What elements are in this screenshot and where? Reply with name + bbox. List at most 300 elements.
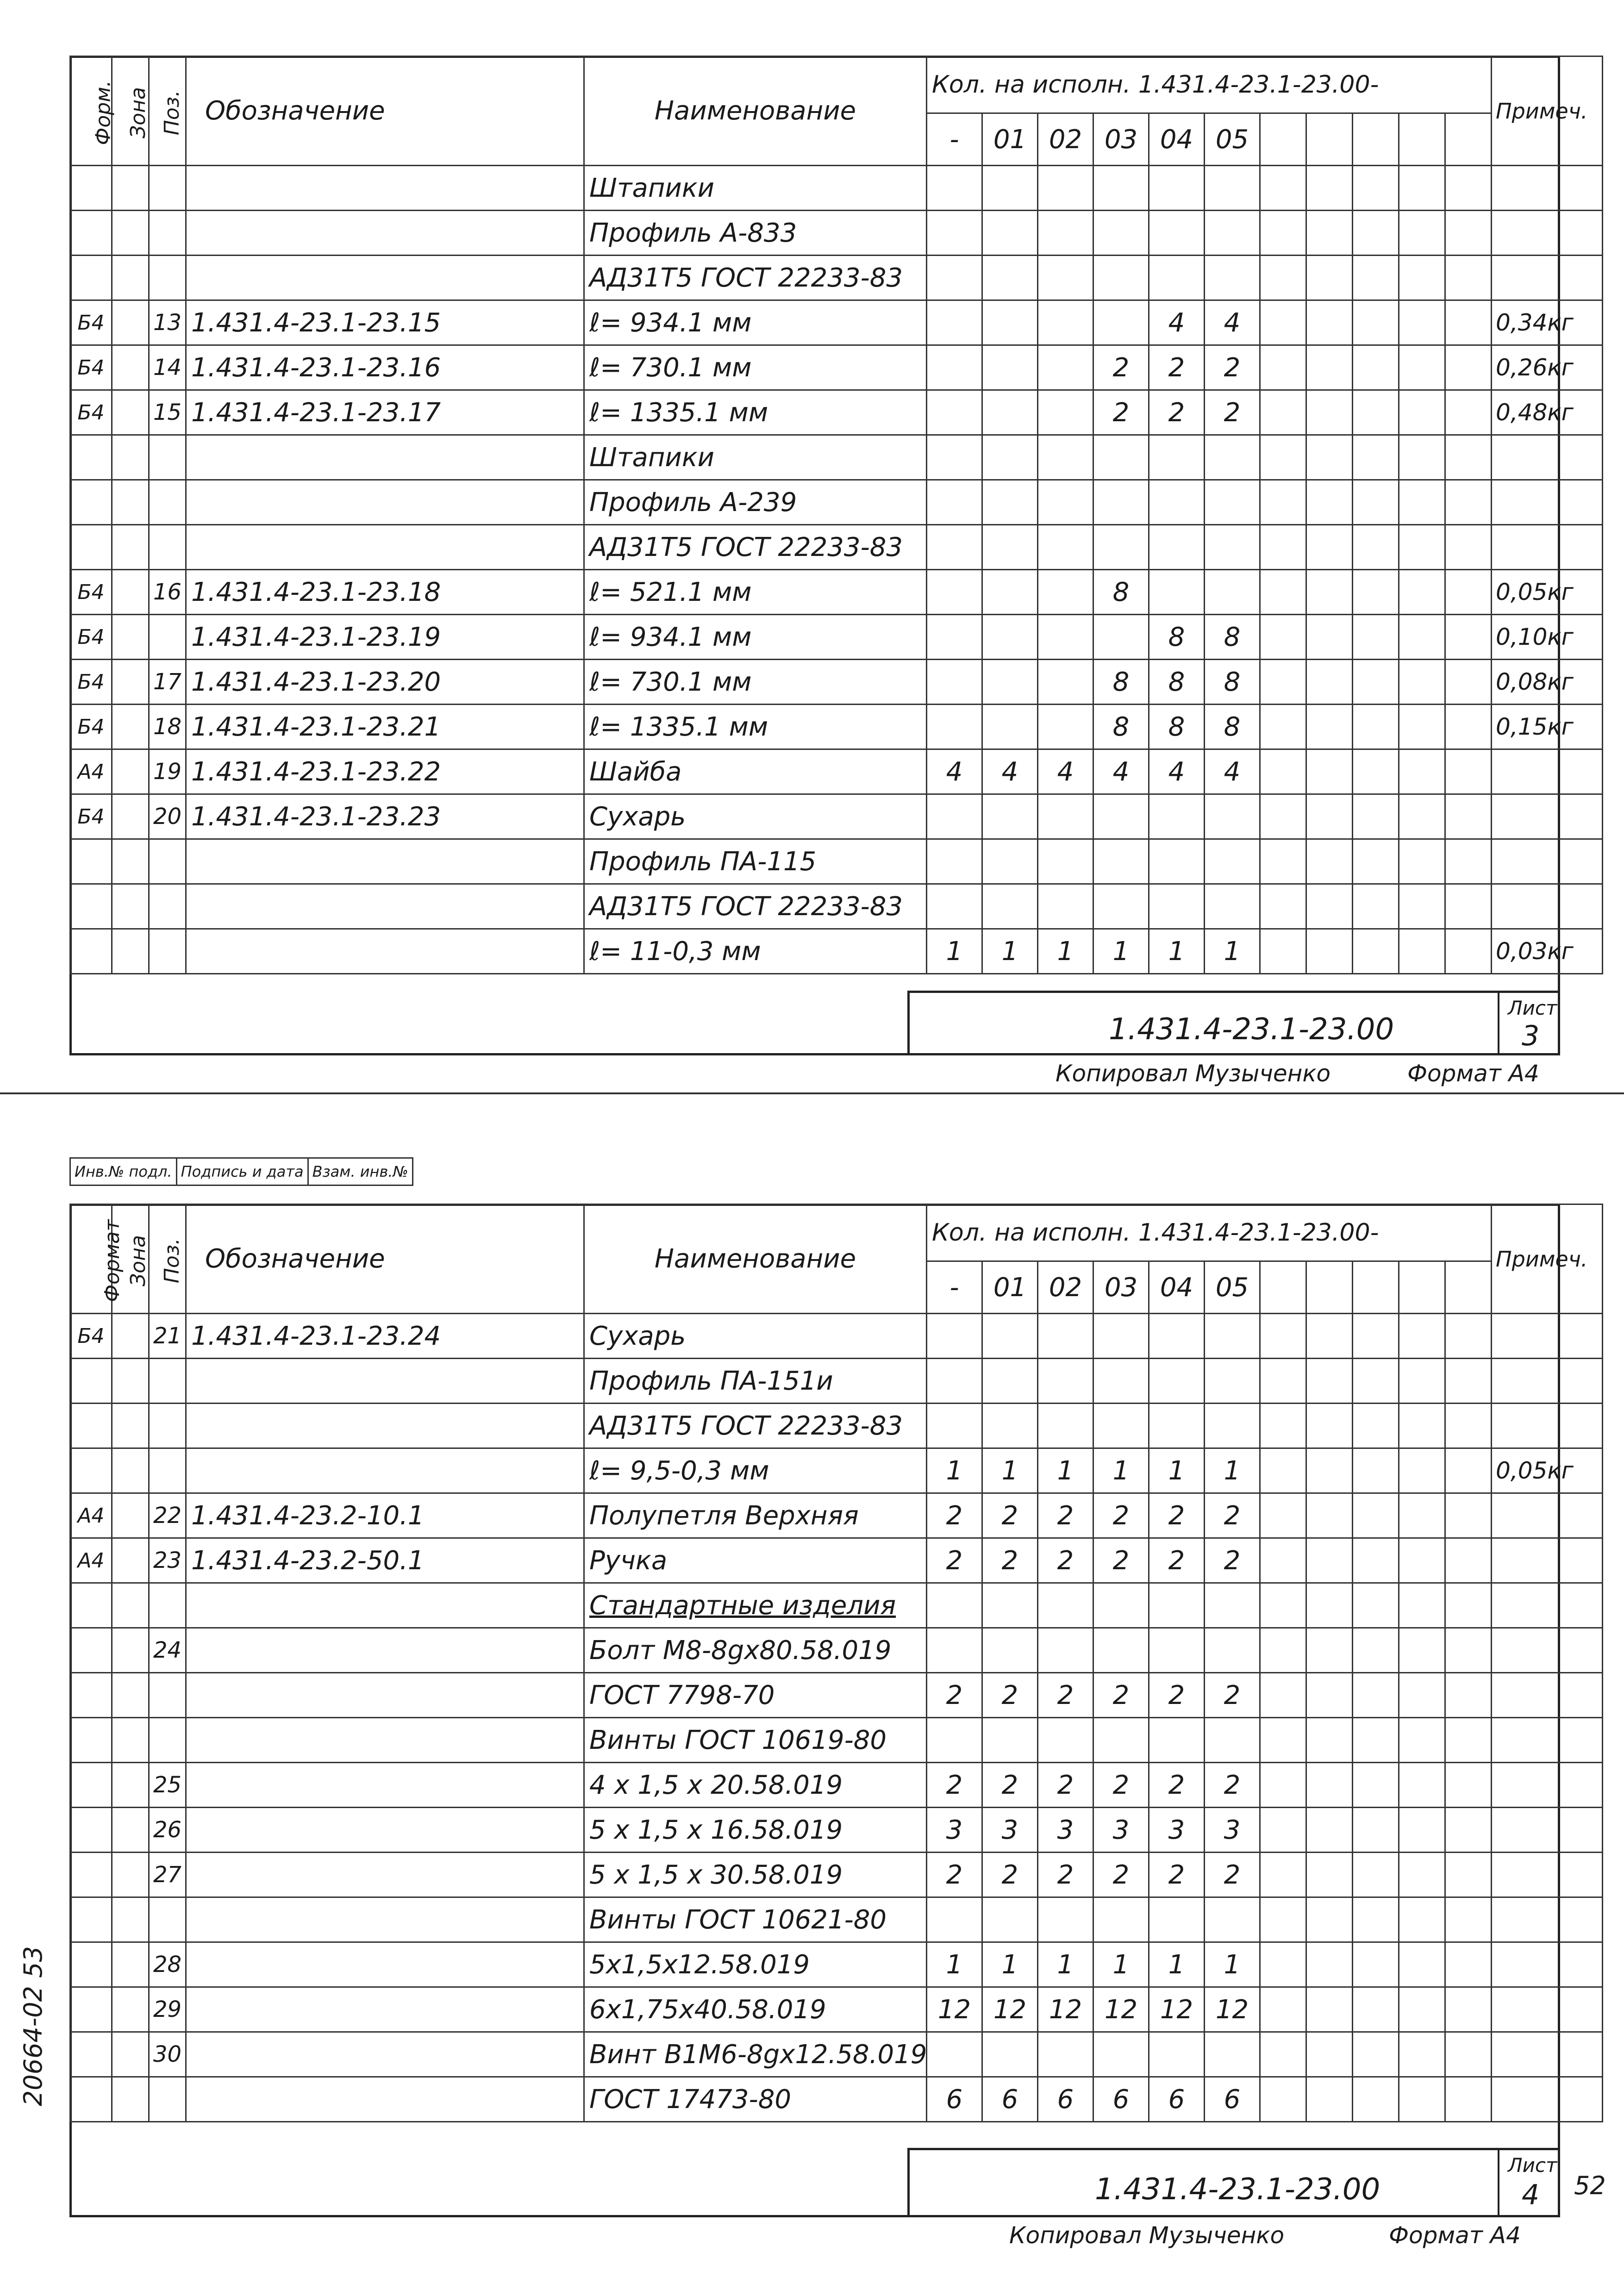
designation-cell — [186, 2032, 584, 2077]
qty-cell-empty — [1353, 1404, 1399, 1448]
title-block — [907, 991, 1560, 1055]
qty-cell: 2 — [1205, 345, 1260, 390]
qty-cell — [1149, 1897, 1205, 1942]
pos-cell — [149, 1404, 186, 1448]
format-cell — [70, 1628, 112, 1673]
qty-cell — [1038, 839, 1093, 884]
qty-cell-empty — [1353, 1583, 1399, 1628]
qty-cell: 2 — [982, 1853, 1038, 1897]
pos-cell — [149, 435, 186, 480]
qty-cell: 12 — [1093, 1987, 1149, 2032]
qty-cell — [927, 1359, 982, 1404]
qty-cell — [927, 660, 982, 705]
qty-cell-empty — [1399, 211, 1445, 256]
pos-cell — [149, 1718, 186, 1763]
table-row — [70, 615, 1603, 660]
qty-cell — [1205, 1897, 1260, 1942]
qty-cell-empty — [1399, 1493, 1445, 1538]
qty-cell-empty — [1445, 1808, 1492, 1853]
document-code: 1.431.4-23.1-23.00 — [1095, 2172, 1380, 2207]
qty-cell-empty — [1260, 1673, 1306, 1718]
qty-cell: 8 — [1205, 615, 1260, 660]
qty-cell: 2 — [1149, 345, 1205, 390]
designation-cell — [186, 929, 584, 974]
name-cell: Профиль А-239 — [584, 480, 927, 525]
pos-cell: 25 — [149, 1763, 186, 1808]
qty-cell-empty — [1445, 1628, 1492, 1673]
name-cell: 4 х 1,5 х 20.58.019 — [584, 1763, 927, 1808]
qty-cell: 2 — [927, 1538, 982, 1583]
pos-cell: 15 — [149, 390, 186, 435]
sheet-label: Лист — [1508, 2154, 1557, 2177]
name-cell: ℓ= 730.1 мм — [584, 345, 927, 390]
note-cell: 0,05кг — [1492, 1448, 1603, 1493]
qty-cell-empty — [1260, 480, 1306, 525]
qty-cell-empty — [1399, 256, 1445, 300]
table-row — [70, 794, 1603, 839]
qty-cell-empty — [1399, 1763, 1445, 1808]
name-cell: Полупетля Верхняя — [584, 1493, 927, 1538]
qty-cell-empty — [1353, 929, 1399, 974]
qty-cell — [1149, 211, 1205, 256]
qty-cell-empty — [1353, 615, 1399, 660]
qty-cell: 1 — [927, 1448, 982, 1493]
qty-cell-empty — [1353, 1718, 1399, 1763]
qty-cell-empty — [1399, 884, 1445, 929]
zone-cell — [112, 480, 149, 525]
qty-cell-empty — [1260, 435, 1306, 480]
note-cell: 0,15кг — [1492, 705, 1603, 749]
pos-cell — [149, 884, 186, 929]
zone-cell — [112, 1673, 149, 1718]
format-cell: А4 — [70, 749, 112, 794]
qty-cell-empty — [1399, 1942, 1445, 1987]
designation-cell — [186, 1853, 584, 1897]
table-row — [70, 1493, 1603, 1538]
qty-cell — [1149, 2032, 1205, 2077]
qty-cell-empty — [1306, 2077, 1353, 2122]
qty-cell-empty — [1306, 166, 1353, 211]
qty-cell — [982, 345, 1038, 390]
qty-cell — [982, 390, 1038, 435]
qty-cell-empty — [1353, 2032, 1399, 2077]
qty-cell-empty — [1353, 2077, 1399, 2122]
note-cell — [1492, 839, 1603, 884]
format-cell — [70, 884, 112, 929]
qty-cell — [982, 1583, 1038, 1628]
qty-cell-empty — [1399, 1359, 1445, 1404]
qty-cell — [927, 525, 982, 570]
pos-cell — [149, 166, 186, 211]
zone-cell — [112, 929, 149, 974]
qty-cell: 6 — [1038, 2077, 1093, 2122]
pos-cell: 20 — [149, 794, 186, 839]
qty-cell-empty — [1260, 1897, 1306, 1942]
qty-cell-empty — [1306, 480, 1353, 525]
designation-cell — [186, 1942, 584, 1987]
qty-cell — [1038, 1897, 1093, 1942]
format-cell: Б4 — [70, 345, 112, 390]
designation-cell: 1.431.4-23.1-23.24 — [186, 1314, 584, 1359]
spec-sheet-4 — [0, 1129, 1624, 2296]
qty-cell — [1205, 570, 1260, 615]
qty-cell: 2 — [1149, 390, 1205, 435]
qty-cell-empty — [1306, 839, 1353, 884]
qty-cell-empty — [1445, 2032, 1492, 2077]
qty-cell: 12 — [1149, 1987, 1205, 2032]
qty-cell: 2 — [982, 1538, 1038, 1583]
qty-cell-empty — [1445, 929, 1492, 974]
qty-cell — [927, 390, 982, 435]
format-cell — [70, 1897, 112, 1942]
designation-cell: 1.431.4-23.1-23.19 — [186, 615, 584, 660]
qty-cell — [1093, 1583, 1149, 1628]
qty-cell — [927, 794, 982, 839]
qty-cell-empty — [1306, 211, 1353, 256]
designation-cell — [186, 1718, 584, 1763]
qty-cell: 3 — [1205, 1808, 1260, 1853]
qty-cell — [1093, 615, 1149, 660]
pos-cell — [149, 839, 186, 884]
sheet-number: 4 — [1522, 2179, 1540, 2211]
qty-cell-empty — [1306, 1493, 1353, 1538]
pos-cell — [149, 929, 186, 974]
format-cell — [70, 1448, 112, 1493]
qty-cell-empty — [1306, 525, 1353, 570]
qty-cell — [1038, 660, 1093, 705]
qty-cell — [927, 2032, 982, 2077]
qty-cell-empty — [1260, 525, 1306, 570]
zone-cell — [112, 570, 149, 615]
qty-cell-empty — [1445, 390, 1492, 435]
designation-cell — [186, 1897, 584, 1942]
qty-cell-empty — [1260, 1448, 1306, 1493]
name-cell: ГОСТ 17473-80 — [584, 2077, 927, 2122]
qty-cell: 2 — [1149, 1763, 1205, 1808]
qty-cell — [1038, 390, 1093, 435]
qty-cell: 1 — [982, 1942, 1038, 1987]
qty-cell: 2 — [1205, 1673, 1260, 1718]
qty-cell-empty — [1260, 1808, 1306, 1853]
pos-cell: 23 — [149, 1538, 186, 1583]
qty-cell-empty — [1445, 1404, 1492, 1448]
qty-cell — [1093, 1404, 1149, 1448]
qty-cell: 4 — [1205, 749, 1260, 794]
designation-header: Обозначение — [186, 1204, 584, 1314]
qty-cell: 3 — [1093, 1808, 1149, 1853]
pos-cell: 14 — [149, 345, 186, 390]
format-cell: Б4 — [70, 705, 112, 749]
pos-cell: 22 — [149, 1493, 186, 1538]
qty-cell — [927, 615, 982, 660]
qty-cell-empty — [1306, 705, 1353, 749]
qty-cell: 1 — [1205, 1448, 1260, 1493]
pos-cell: 13 — [149, 300, 186, 345]
qty-cell-empty — [1306, 300, 1353, 345]
qty-cell — [1038, 1359, 1093, 1404]
qty-cell — [1038, 1718, 1093, 1763]
qty-cell — [1038, 2032, 1093, 2077]
zone-cell — [112, 1314, 149, 1359]
qty-cell — [927, 166, 982, 211]
qty-cell: 1 — [1093, 1448, 1149, 1493]
qty-cell: 1 — [927, 1942, 982, 1987]
designation-cell: 1.431.4-23.1-23.21 — [186, 705, 584, 749]
zone-cell — [112, 1763, 149, 1808]
table-row — [70, 480, 1603, 525]
note-cell — [1492, 1538, 1603, 1583]
qty-cell — [1205, 211, 1260, 256]
qty-cell-empty — [1353, 1853, 1399, 1897]
name-cell: Сухарь — [584, 794, 927, 839]
qty-cell-empty — [1306, 1628, 1353, 1673]
qty-cell: 2 — [1149, 1853, 1205, 1897]
qty-cell — [1038, 884, 1093, 929]
designation-cell — [186, 480, 584, 525]
note-cell — [1492, 166, 1603, 211]
qty-cell-empty — [1399, 345, 1445, 390]
qty-cell-empty — [1260, 1718, 1306, 1763]
qty-cell — [1149, 1583, 1205, 1628]
note-cell — [1492, 1314, 1603, 1359]
format-cell — [70, 480, 112, 525]
designation-cell — [186, 166, 584, 211]
qty-cell — [1038, 1314, 1093, 1359]
qty-cell — [1038, 1628, 1093, 1673]
qty-cell-empty — [1306, 749, 1353, 794]
qty-cell-empty — [1445, 615, 1492, 660]
qty-cell: 8 — [1149, 660, 1205, 705]
name-cell: Сухарь — [584, 1314, 927, 1359]
qty-cell — [1093, 794, 1149, 839]
qty-cell — [982, 884, 1038, 929]
table-row — [70, 1763, 1603, 1808]
zone-cell — [112, 2077, 149, 2122]
qty-cell — [1093, 480, 1149, 525]
designation-cell: 1.431.4-23.2-50.1 — [186, 1538, 584, 1583]
qty-cell-empty — [1306, 435, 1353, 480]
pos-cell — [149, 2077, 186, 2122]
qty-cell-empty — [1260, 166, 1306, 211]
qty-cell-empty — [1399, 705, 1445, 749]
qty-cell-empty — [1399, 1987, 1445, 2032]
zone-cell — [112, 1583, 149, 1628]
qty-cell: 3 — [927, 1808, 982, 1853]
qty-cell-empty — [1260, 660, 1306, 705]
name-cell: Винт В1М6-8gх12.58.019 — [584, 2032, 927, 2077]
variant-header: 04 — [1149, 1261, 1205, 1314]
qty-cell: 1 — [1093, 929, 1149, 974]
zone-cell — [112, 435, 149, 480]
zone-cell — [112, 749, 149, 794]
note-cell — [1492, 1583, 1603, 1628]
qty-cell-empty — [1306, 929, 1353, 974]
name-cell: ℓ= 9,5-0,3 мм — [584, 1448, 927, 1493]
pos-cell: 17 — [149, 660, 186, 705]
pos-cell: 21 — [149, 1314, 186, 1359]
designation-cell: 1.431.4-23.1-23.18 — [186, 570, 584, 615]
qty-cell-empty — [1260, 1538, 1306, 1583]
qty-cell — [982, 1718, 1038, 1763]
qty-cell-empty — [1353, 390, 1399, 435]
format-cell: Б4 — [70, 300, 112, 345]
qty-cell-empty — [1399, 1897, 1445, 1942]
qty-cell-empty — [1399, 300, 1445, 345]
qty-cell — [1205, 884, 1260, 929]
qty-cell — [1093, 1897, 1149, 1942]
qty-cell-empty — [1353, 166, 1399, 211]
qty-cell: 2 — [1205, 1538, 1260, 1583]
qty-cell — [1149, 435, 1205, 480]
zone-cell — [112, 1853, 149, 1897]
qty-cell-empty — [1399, 1314, 1445, 1359]
qty-cell-empty — [1445, 300, 1492, 345]
designation-cell: 1.431.4-23.1-23.23 — [186, 794, 584, 839]
sheet-divider — [0, 1092, 1624, 1094]
sheet-label: Лист — [1508, 997, 1557, 1019]
qty-cell: 8 — [1205, 660, 1260, 705]
qty-cell-empty — [1445, 166, 1492, 211]
variant-header — [1445, 113, 1492, 166]
pos-header-label: Поз. — [160, 90, 184, 136]
designation-cell — [186, 1404, 584, 1448]
qty-cell-empty — [1260, 705, 1306, 749]
qty-cell-empty — [1445, 1314, 1492, 1359]
qty-cell — [927, 884, 982, 929]
qty-cell-empty — [1353, 256, 1399, 300]
pos-cell: 26 — [149, 1808, 186, 1853]
qty-cell-empty — [1260, 256, 1306, 300]
qty-cell: 1 — [982, 929, 1038, 974]
pos-header — [149, 56, 186, 166]
qty-cell-empty — [1260, 839, 1306, 884]
pos-cell — [149, 480, 186, 525]
qty-cell-empty — [1353, 1673, 1399, 1718]
inventory-strip — [69, 1157, 413, 1186]
qty-cell-empty — [1353, 1987, 1399, 2032]
qty-cell: 8 — [1093, 705, 1149, 749]
designation-cell: 1.431.4-23.1-23.20 — [186, 660, 584, 705]
pos-cell — [149, 1583, 186, 1628]
qty-cell-empty — [1260, 2032, 1306, 2077]
qty-cell — [982, 211, 1038, 256]
qty-cell: 8 — [1149, 615, 1205, 660]
qty-cell: 2 — [1038, 1538, 1093, 1583]
qty-cell-empty — [1306, 1718, 1353, 1763]
qty-cell — [927, 705, 982, 749]
name-cell: Винты ГОСТ 10621-80 — [584, 1897, 927, 1942]
qty-cell-empty — [1306, 1942, 1353, 1987]
qty-cell-empty — [1399, 1718, 1445, 1763]
qty-cell — [1149, 525, 1205, 570]
table-row — [70, 300, 1603, 345]
sheet-number-cell — [1498, 993, 1560, 1053]
qty-cell: 12 — [982, 1987, 1038, 2032]
qty-cell — [1093, 1628, 1149, 1673]
name-cell: ГОСТ 7798-70 — [584, 1673, 927, 1718]
format-header-label: Формат — [100, 1219, 124, 1302]
qty-cell: 1 — [927, 929, 982, 974]
qty-cell-empty — [1260, 1942, 1306, 1987]
zone-cell — [112, 705, 149, 749]
qty-cell — [927, 211, 982, 256]
qty-cell-empty — [1306, 660, 1353, 705]
qty-cell — [982, 1359, 1038, 1404]
qty-cell-empty — [1260, 929, 1306, 974]
qty-cell-empty — [1399, 166, 1445, 211]
table-row — [70, 1808, 1603, 1853]
qty-cell-empty — [1445, 839, 1492, 884]
qty-cell: 4 — [1149, 749, 1205, 794]
variant-header — [1260, 1261, 1306, 1314]
note-header: Примеч. — [1492, 1204, 1603, 1314]
qty-cell-empty — [1353, 211, 1399, 256]
qty-cell-empty — [1399, 1853, 1445, 1897]
qty-cell-empty — [1445, 1897, 1492, 1942]
note-cell — [1492, 2032, 1603, 2077]
format-cell — [70, 256, 112, 300]
qty-cell — [927, 570, 982, 615]
qty-cell-empty — [1306, 2032, 1353, 2077]
variant-header — [1445, 1261, 1492, 1314]
table-row — [70, 839, 1603, 884]
qty-cell: 8 — [1149, 705, 1205, 749]
table-row — [70, 1987, 1603, 2032]
page-number: 52 — [1574, 2171, 1606, 2200]
qty-cell: 3 — [1149, 1808, 1205, 1853]
format-cell — [70, 166, 112, 211]
pos-cell — [149, 1359, 186, 1404]
qty-cell — [1038, 211, 1093, 256]
zone-header — [112, 56, 149, 166]
name-header: Наименование — [584, 1204, 927, 1314]
copied-by: Копировал Музыченко — [1056, 1060, 1331, 1087]
note-cell — [1492, 884, 1603, 929]
qty-cell-empty — [1399, 525, 1445, 570]
variant-header: 01 — [982, 1261, 1038, 1314]
qty-cell — [1205, 480, 1260, 525]
note-cell: 0,34кг — [1492, 300, 1603, 345]
note-cell — [1492, 1942, 1603, 1987]
qty-cell — [1093, 166, 1149, 211]
qty-cell-empty — [1260, 1404, 1306, 1448]
qty-cell: 2 — [1149, 1673, 1205, 1718]
qty-cell-empty — [1399, 839, 1445, 884]
qty-cell: 3 — [1038, 1808, 1093, 1853]
qty-cell — [927, 1718, 982, 1763]
format-cell — [70, 211, 112, 256]
qty-cell-empty — [1399, 1448, 1445, 1493]
qty-cell — [982, 1628, 1038, 1673]
qty-cell: 2 — [1093, 1493, 1149, 1538]
zone-header-label: Зона — [126, 87, 150, 138]
qty-cell — [1149, 1628, 1205, 1673]
qty-cell-empty — [1445, 1942, 1492, 1987]
note-cell: 0,03кг — [1492, 929, 1603, 974]
qty-cell: 6 — [982, 2077, 1038, 2122]
qty-cell-empty — [1445, 570, 1492, 615]
variant-header: 01 — [982, 113, 1038, 166]
designation-cell — [186, 1628, 584, 1673]
designation-cell — [186, 1808, 584, 1853]
qty-cell — [1205, 1718, 1260, 1763]
qty-cell-empty — [1353, 884, 1399, 929]
qty-cell — [1093, 435, 1149, 480]
qty-cell: 1 — [1149, 929, 1205, 974]
zone-cell — [112, 211, 149, 256]
qty-cell: 12 — [1205, 1987, 1260, 2032]
zone-cell — [112, 1942, 149, 1987]
